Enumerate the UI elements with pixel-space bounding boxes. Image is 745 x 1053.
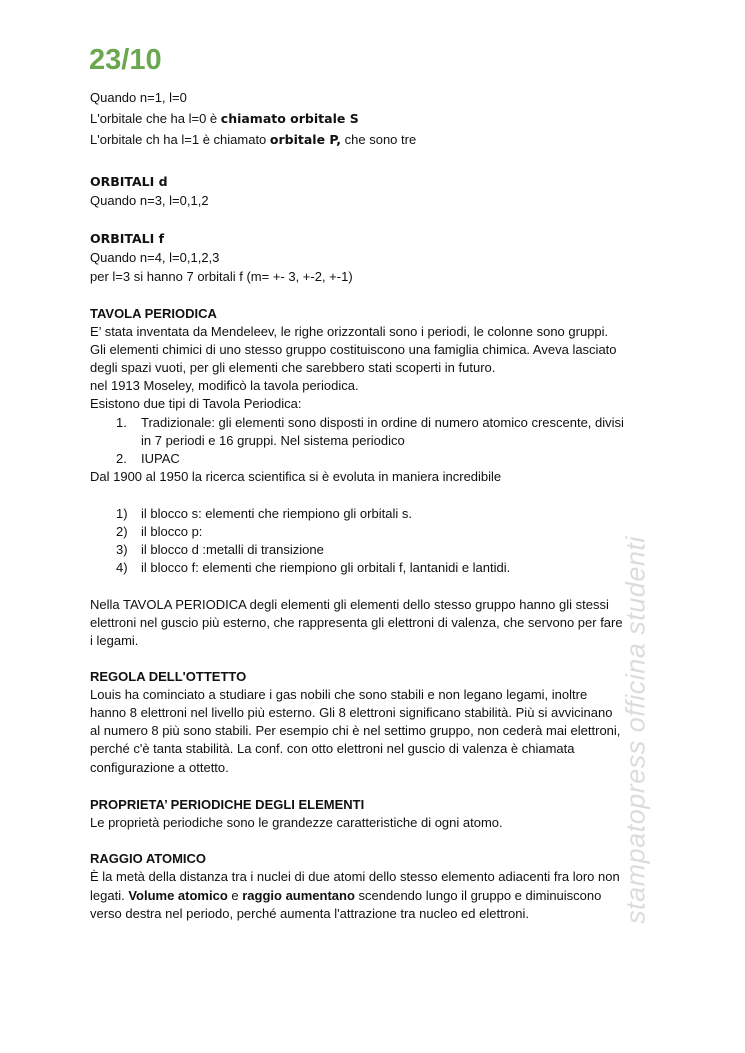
text-line: hanno 8 elettroni nel livello più esterno. Gli 8 elettroni significano stabilità. Più si avvicinano	[90, 705, 613, 720]
emphasis: raggio aumentano	[242, 888, 355, 903]
section-heading: PROPRIETA’ PERIODICHE DEGLI ELEMENTI	[90, 797, 365, 812]
text-line: È la metà della distanza tra i nuclei di due atomi dello stesso elemento adiacenti fra loro non	[90, 869, 620, 884]
emphasis: chiamato orbitale S	[220, 111, 359, 126]
list-number: 2.	[116, 451, 127, 466]
text-line: E’ stata inventata da Mendeleev, le righe orizzontali sono i periodi, le colonne sono gruppi.	[90, 324, 609, 339]
list-item	[116, 523, 202, 541]
list-text: il blocco f: elementi che riempiono gli orbitali f, lantanidi e lantidi.	[141, 560, 511, 575]
text-line: al numero 8 più sono stabili. Per esempio chi è nel settimo gruppo, non cederà mai elettroni,	[90, 723, 621, 738]
list-item	[116, 450, 180, 468]
text-line	[90, 110, 359, 128]
text-line: Louis ha cominciato a studiare i gas nobili che sono stabili e non legano legami, inoltre	[90, 687, 588, 702]
list-text: il blocco p:	[141, 524, 203, 539]
list-item	[116, 559, 510, 577]
list-item-continuation: in 7 periodi e 16 gruppi. Nel sistema periodico	[141, 433, 405, 448]
text-line: elettroni nel guscio più esterno, che rappresenta gli elettroni di valenza, che servono per fare	[90, 615, 623, 630]
text-line	[90, 887, 601, 905]
list-item	[116, 505, 412, 523]
text-line: Gli elementi chimici di uno stesso gruppo costituiscono una famiglia chimica. Aveva lasciato	[90, 342, 617, 357]
text-line: Le proprietà periodiche sono le grandezze caratteristiche di ogni atomo.	[90, 815, 503, 830]
text-line: Nella TAVOLA PERIODICA degli elementi gli elementi dello stesso gruppo hanno gli stessi	[90, 597, 609, 612]
list-text: il blocco s: elementi che riempiono gli orbitali s.	[141, 506, 412, 521]
text-line: Esistono due tipi di Tavola Periodica:	[90, 396, 302, 411]
text: che sono tre	[341, 132, 417, 147]
list-item	[116, 541, 324, 559]
list-number: 1)	[116, 506, 128, 521]
text: L'orbitale che ha l=0 è	[90, 111, 221, 126]
emphasis: orbitale P,	[269, 132, 342, 147]
list-number: 2)	[116, 524, 128, 539]
list-number: 4)	[116, 560, 128, 575]
text-line: verso destra nel periodo, perché aumenta l'attrazione tra nucleo ed elettroni.	[90, 906, 529, 921]
text-line: nel 1913 Moseley, modificò la tavola periodica.	[90, 378, 359, 393]
text: legati.	[90, 888, 129, 903]
text-line	[90, 131, 416, 149]
text-line: Dal 1900 al 1950 la ricerca scientifica si è evoluta in maniera incredibile	[90, 469, 502, 484]
list-item	[116, 414, 624, 432]
page-title: 23/10	[89, 44, 162, 76]
emphasis: Volume atomico	[128, 888, 228, 903]
text-line: i legami.	[90, 633, 139, 648]
text-line: degli spazi vuoti, per gli elementi che sarebbero stati scoperti in futuro.	[90, 360, 496, 375]
list-text: Tradizionale: gli elementi sono disposti in ordine di numero atomico crescente, divisi	[141, 415, 624, 430]
section-heading: ORBITALI d	[90, 174, 168, 189]
text-line: per l=3 si hanno 7 orbitali f (m= +- 3, +-2, +-1)	[90, 269, 353, 284]
watermark: stampatopress officina studenti	[620, 536, 651, 924]
text-line: Quando n=1, l=0	[90, 90, 187, 105]
list-text: il blocco d :metalli di transizione	[141, 542, 324, 557]
list-number: 1.	[116, 415, 127, 430]
text-line: configurazione a ottetto.	[90, 760, 229, 775]
text-line: Quando n=3, l=0,1,2	[90, 193, 209, 208]
text-line: Quando n=4, l=0,1,2,3	[90, 250, 220, 265]
text: scendendo lungo il gruppo e diminuiscono	[354, 888, 602, 903]
section-heading: REGOLA DELL'OTTETTO	[90, 669, 247, 684]
text-line: perché c'è tanta stabilità. La conf. con otto elettroni nel guscio di valenza è chiamata	[90, 741, 575, 756]
text: L'orbitale ch ha l=1 è chiamato	[90, 132, 270, 147]
list-number: 3)	[116, 542, 128, 557]
text: e	[227, 888, 243, 903]
section-heading: ORBITALI f	[90, 231, 165, 246]
section-heading: RAGGIO ATOMICO	[90, 851, 207, 866]
section-heading: TAVOLA PERIODICA	[90, 306, 217, 321]
list-text: IUPAC	[141, 451, 180, 466]
